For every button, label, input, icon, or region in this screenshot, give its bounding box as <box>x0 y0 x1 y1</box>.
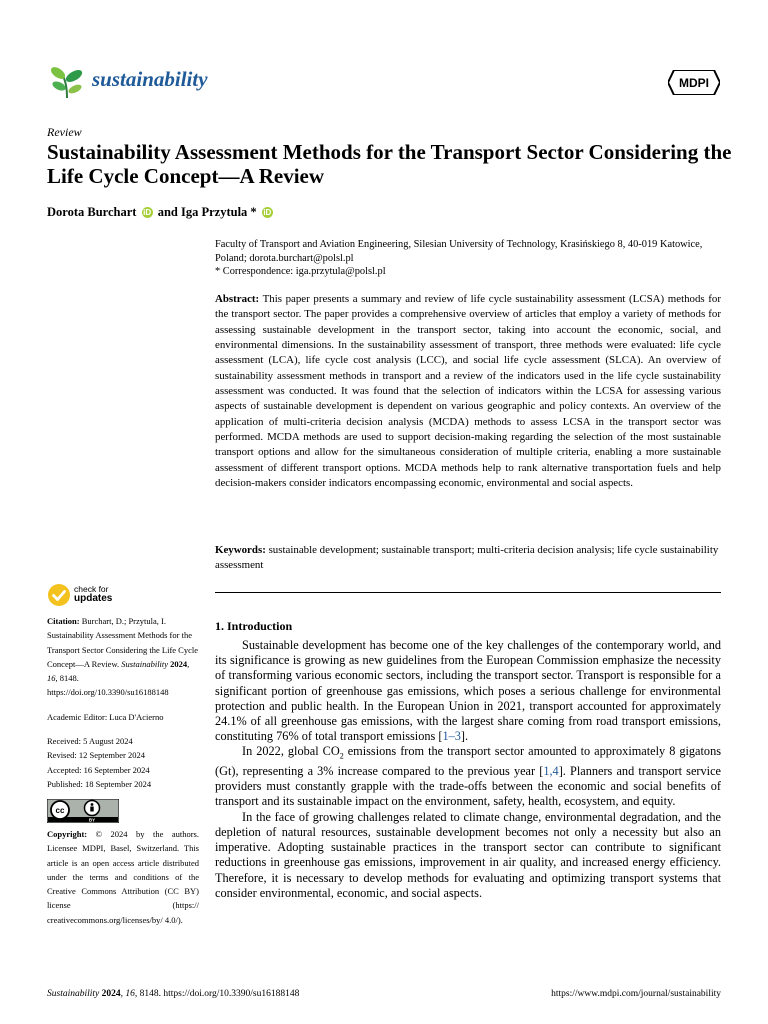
paragraph: In the face of growing challenges related to climate change, environmental degradation, and the depletion of natural resources, sustainable development becomes not only a necessity but also an imperative. Adopting sustainable practices in the transport sector can contribute to significant reductions in greenhouse gas emissions, improvement in air quality, and increased energy efficiency. Therefore, it is necessary to develop methods for evaluating and optimizing transport systems that consider environmental, economic, and social aspects. <box>215 809 721 900</box>
keywords-label: Keywords: <box>215 544 266 556</box>
author-1[interactable]: Dorota Burchart <box>47 205 137 219</box>
journal-name: sustainability <box>92 67 208 91</box>
mdpi-logo <box>668 70 720 95</box>
date-published: Published: 18 September 2024 <box>47 778 152 789</box>
author-2[interactable]: Iga Przytula * <box>181 205 257 219</box>
cc-by-text: BY <box>88 817 96 823</box>
orcid-icon[interactable]: iD <box>143 208 152 217</box>
date-received: Received: 5 August 2024 <box>47 736 133 747</box>
check-for-updates-button[interactable] <box>47 583 127 609</box>
academic-editor: Academic Editor: Luca D'Acierno <box>47 711 164 722</box>
citation: Citation: Burchart, D.; Przytula, I. Sustainability Assessment Methods for the Transport Sector Considering the Life Cycle Concept—A Review. Sustainability 2024, 16, 8148. https://doi.org/10.3390/su16188148 <box>47 616 199 698</box>
author-join: and <box>154 205 181 219</box>
authors <box>47 205 275 220</box>
paragraph: In 2022, global $CO_2$ emissions from the transport sector amounted to approximately 8 gigatons (Gt), representing a 3% increase compared to the previous year [1,4]. Planners and transport service providers must constantly grapple with the trade-offs between the economic and social benefits of transport and its sustainable impact on the environment, safety, health, ecosystem, and equity. <box>215 744 721 809</box>
reference-link[interactable]: 1–3 <box>442 729 461 744</box>
abstract-label: Abstract: <box>215 293 260 305</box>
copyright-label: Copyright: <box>47 829 88 839</box>
paragraph: Sustainable development has become one of the key challenges of the contemporary world, and its significance is growing as new guidelines from the European Commission emphasize the necessity of transforming various economic sectors, including the transport sector. Transport is responsible for a significant portion of greenhouse gas emissions, which poses a serious challenge for environmental protection and public health. In the European Union in 2021, transport accounted for approximately 24.1% of all greenhouse gas emissions, with the largest share coming from road transport emissions, constituting 76% of total transport emissions [1–3]. <box>215 638 721 744</box>
footer-citation: Sustainability 2024, 16, 8148. https://doi.org/10.3390/su16188148 <box>47 989 300 999</box>
check-updates-line1: check for <box>74 584 109 594</box>
footer-journal-url[interactable]: https://www.mdpi.com/journal/sustainability <box>551 989 721 999</box>
affiliations <box>215 238 725 279</box>
article-type: Review <box>47 125 82 139</box>
sidebar <box>47 614 199 791</box>
keywords <box>215 543 721 574</box>
journal-leaf-logo <box>47 62 87 100</box>
article-title: Sustainability Assessment Methods for the Transport Sector Considering the Life Cycle Concept—A Review <box>47 140 732 188</box>
mdpi-logo-text: MDPI <box>679 76 709 90</box>
reference-link[interactable]: 1,4 <box>543 764 559 779</box>
orcid-icon[interactable]: iD <box>263 208 272 217</box>
date-revised: Revised: 12 September 2024 <box>47 750 145 761</box>
check-updates-line2: updates <box>74 593 113 604</box>
date-accepted: Accepted: 16 September 2024 <box>47 764 150 775</box>
section-body <box>215 638 721 901</box>
cc-by-license-badge[interactable] <box>47 799 119 823</box>
abstract-text: This paper presents a summary and review of life cycle sustainability assessment (LCSA) methods for the transport sector. The paper provides a comprehensive overview of articles that employ a variety of methods for assessing sustainable development in the transport sector, taking into account the economic, social, and environmental dimensions. In the sustainability assessment of transport, three methods were evaluated: life cycle assessment (LCA), life cycle cost analysis (LCC), and social life cycle assessment (SLCA). An overview of sustainability assessment methods in transport and a review of the indicators used in the life cycle sustainability assessment was conducted. It was found that the selection of indicators within the LCSA for assessing various aspects of sustainable development is dependent on various geographic and policy contexts. An overview of the application of multi-criteria decision analysis (MCDA) methods to assess LCSA in the transport sector was performed. MCDA methods are used to support decision-making regarding the selection of the most sustainable transport options and allow for the simultaneous consideration of multiple criteria, enabling a more sustainable assessment of different transport options. MCDA methods help to rank alternative transportation fuels and help decision-makers consider indicators encompassing economic, environmental and social aspects. <box>215 293 721 490</box>
copyright-notice <box>47 827 199 927</box>
affiliation: Faculty of Transport and Aviation Engineering, Silesian University of Technology, Krasińskiego 8, 40-019 Katowice, Poland; dorota.burchart@polsl.pl <box>215 239 703 264</box>
copyright-text: © 2024 by the authors. Licensee MDPI, Basel, Switzerland. This article is an open access article distributed under the terms and conditions of the Creative Commons Attribution (CC BY) license (https:// creativecommons.org/licenses/by/ 4.0/). <box>47 829 199 925</box>
section-title: 1. Introduction <box>215 619 293 633</box>
svg-text:cc: cc <box>55 806 65 815</box>
section-divider <box>215 592 721 593</box>
keywords-text: sustainable development; sustainable transport; multi-criteria decision analysis; life cycle sustainability assessment <box>215 544 719 572</box>
correspondence: * Correspondence: iga.przytula@polsl.pl <box>215 266 386 277</box>
check-badge-icon <box>47 583 71 607</box>
abstract <box>215 292 721 491</box>
